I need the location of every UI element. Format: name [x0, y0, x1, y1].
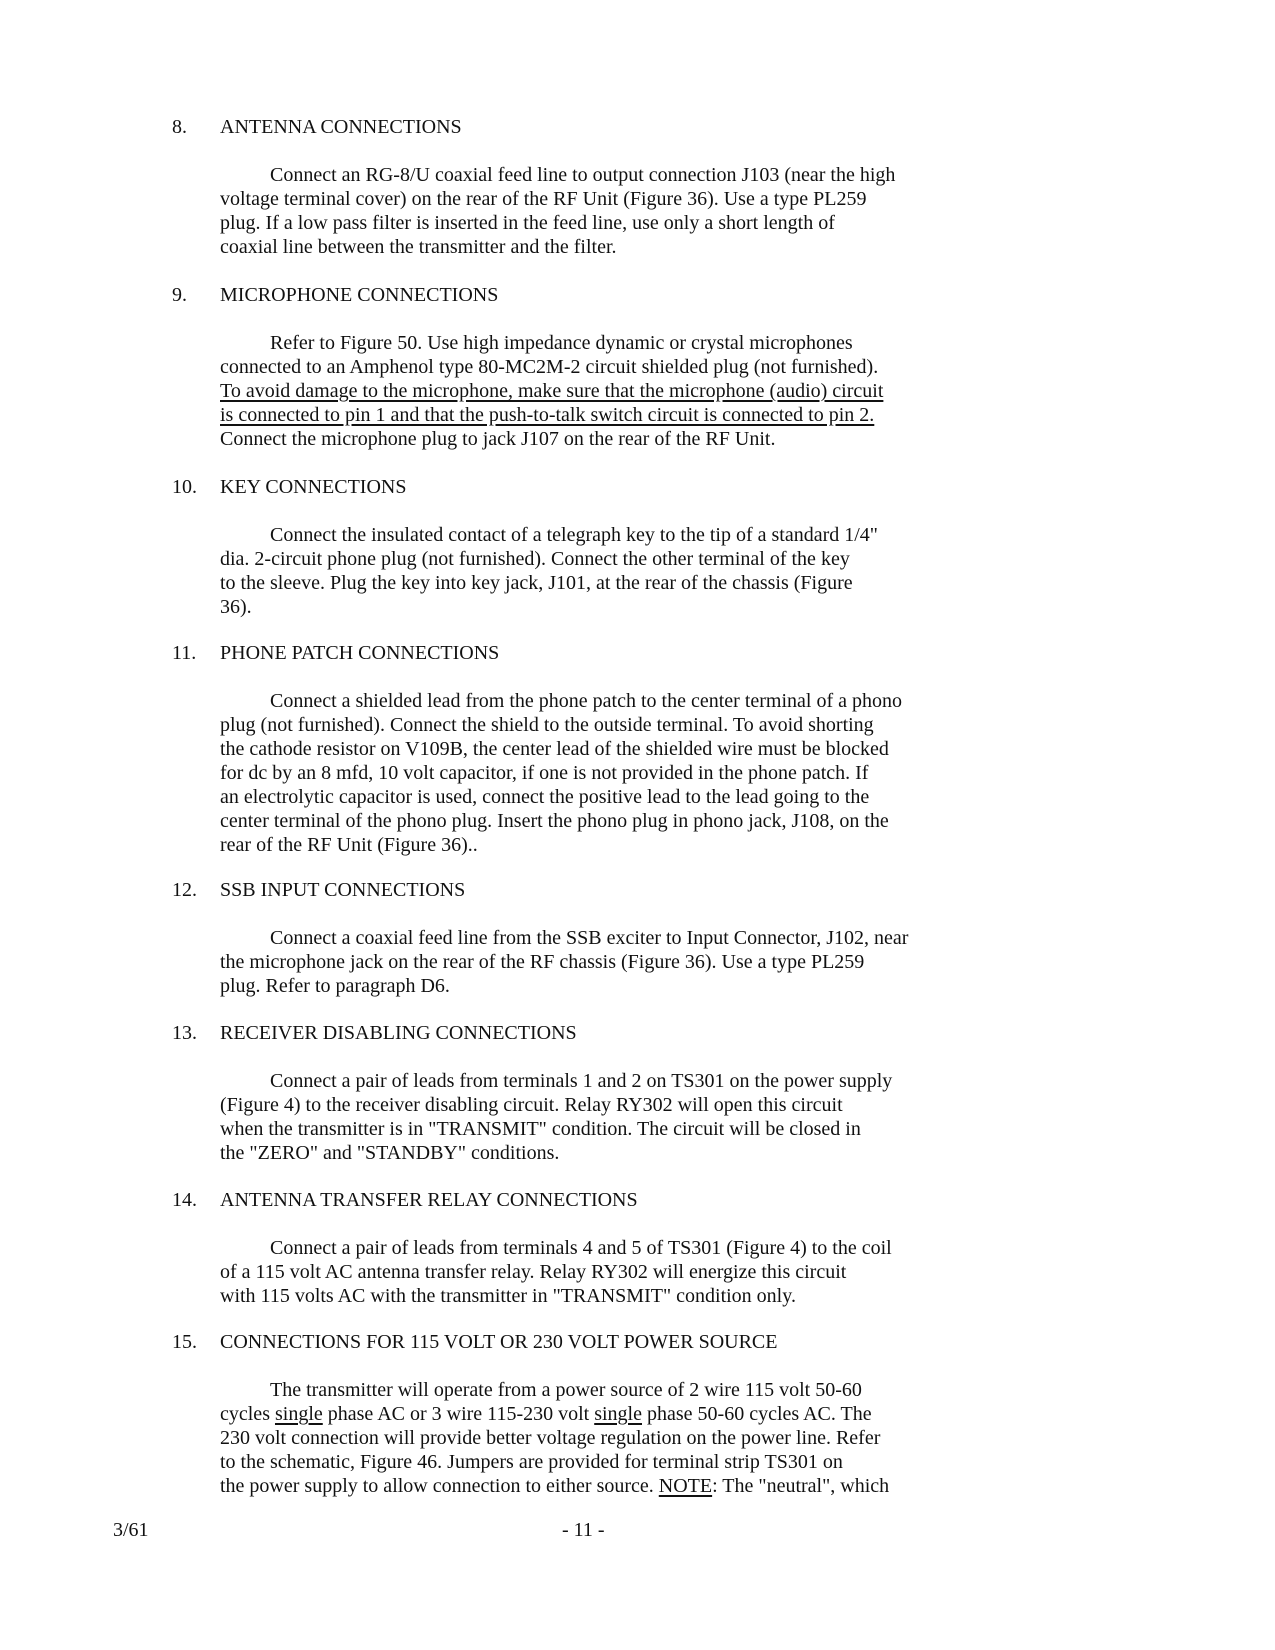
text-line: plug. If a low pass filter is inserted in the feed line, use only a short length of	[220, 212, 835, 234]
text-line: voltage terminal cover) on the rear of the RF Unit (Figure 36). Use a type PL259	[220, 188, 867, 210]
paragraph	[220, 689, 902, 857]
text-segment: phase 50-60 cycles AC. The	[642, 1403, 872, 1425]
text-line: the microphone jack on the rear of the RF chassis (Figure 36). Use a type PL259	[220, 951, 865, 973]
section-title: MICROPHONE CONNECTIONS	[220, 284, 499, 306]
text-line: when the transmitter is in "TRANSMIT" condition. The circuit will be closed in	[220, 1118, 861, 1140]
text-line: Refer to Figure 50. Use high impedance dynamic or crystal microphones	[270, 332, 853, 354]
section-title: ANTENNA TRANSFER RELAY CONNECTIONS	[220, 1189, 638, 1211]
text-line	[220, 403, 883, 427]
underlined-text: single	[594, 1403, 642, 1425]
section-title: PHONE PATCH CONNECTIONS	[220, 642, 500, 664]
text-line: Connect an RG-8/U coaxial feed line to output connection J103 (near the high	[270, 164, 896, 186]
footer-date: 3/61	[113, 1519, 149, 1541]
paragraph	[220, 331, 883, 451]
section-number: 9.	[172, 284, 187, 306]
underlined-text: single	[274, 1403, 323, 1425]
text-line: the "ZERO" and "STANDBY" conditions.	[220, 1142, 560, 1164]
page-number: - 11 -	[562, 1519, 605, 1541]
underlined-text: is connected to pin 1 and that the push-to-talk switch circuit is connected to pin 2.	[220, 404, 875, 426]
text-line: Connect a pair of leads from terminals 1 and 2 on TS301 on the power supply	[270, 1070, 893, 1092]
text-line: plug. Refer to paragraph D6.	[220, 975, 450, 997]
text-line: to the schematic, Figure 46. Jumpers are provided for terminal strip TS301 on	[220, 1451, 843, 1473]
text-line: the cathode resistor on V109B, the center lead of the shielded wire must be blocked	[220, 738, 889, 760]
text-line: to the sleeve. Plug the key into key jack, J101, at the rear of the chassis (Figure	[220, 572, 853, 594]
paragraph	[220, 523, 878, 619]
text-line: (Figure 4) to the receiver disabling circuit. Relay RY302 will open this circuit	[220, 1094, 843, 1116]
text-line: of a 115 volt AC antenna transfer relay. Relay RY302 will energize this circuit	[220, 1261, 847, 1283]
section-number: 10.	[172, 476, 197, 498]
section-title: KEY CONNECTIONS	[220, 476, 407, 498]
section-title: ANTENNA CONNECTIONS	[220, 116, 462, 138]
section-number: 11.	[172, 642, 197, 664]
paragraph	[220, 1378, 889, 1498]
text-line	[220, 379, 883, 403]
underlined-text: To avoid damage to the microphone, make sure that the microphone (audio) circuit	[220, 380, 884, 402]
section-number: 13.	[172, 1022, 197, 1044]
text-line: 230 volt connection will provide better voltage regulation on the power line. Refer	[220, 1427, 881, 1449]
paragraph	[220, 1069, 892, 1165]
section-number: 12.	[172, 879, 197, 901]
text-line: rear of the RF Unit (Figure 36)..	[220, 834, 478, 856]
text-line: Connect a shielded lead from the phone patch to the center terminal of a phono	[270, 690, 903, 712]
text-line: with 115 volts AC with the transmitter in "TRANSMIT" condition only.	[220, 1285, 796, 1307]
section-number: 14.	[172, 1189, 197, 1211]
text-segment: phase AC or 3 wire 115-230 volt	[322, 1403, 595, 1425]
section-number: 8.	[172, 116, 187, 138]
section-title: RECEIVER DISABLING CONNECTIONS	[220, 1022, 577, 1044]
text-line: Connect the insulated contact of a telegraph key to the tip of a standard 1/4"	[270, 524, 878, 546]
section-title: SSB INPUT CONNECTIONS	[220, 879, 466, 901]
text-line: dia. 2-circuit phone plug (not furnished). Connect the other terminal of the key	[220, 548, 850, 570]
text-line: Connect a pair of leads from terminals 4 and 5 of TS301 (Figure 4) to the coil	[270, 1237, 892, 1259]
text-line: for dc by an 8 mfd, 10 volt capacitor, if one is not provided in the phone patch. If	[220, 762, 869, 784]
text-line: Connect the microphone plug to jack J107 on the rear of the RF Unit.	[220, 428, 776, 450]
text-line: 36).	[220, 596, 252, 618]
text-line: Connect a coaxial feed line from the SSB exciter to Input Connector, J102, near	[270, 927, 909, 949]
text-line	[220, 1402, 889, 1426]
text-line: The transmitter will operate from a power source of 2 wire 115 volt 50-60	[270, 1379, 862, 1401]
underlined-text: NOTE	[658, 1475, 713, 1497]
text-line: an electrolytic capacitor is used, connect the positive lead to the lead going to the	[220, 786, 870, 808]
text-line: plug (not furnished). Connect the shield to the outside terminal. To avoid shorting	[220, 714, 874, 736]
text-segment: : The "neutral", which	[712, 1475, 890, 1497]
paragraph	[220, 926, 908, 998]
text-line: center terminal of the phono plug. Insert the phono plug in phono jack, J108, on the	[220, 810, 889, 832]
section-title: CONNECTIONS FOR 115 VOLT OR 230 VOLT POWER SOURCE	[220, 1331, 778, 1353]
paragraph	[220, 163, 895, 259]
paragraph	[220, 1236, 892, 1308]
text-line: coaxial line between the transmitter and the filter.	[220, 236, 617, 258]
text-segment: the power supply to allow connection to either source.	[220, 1475, 659, 1497]
section-number: 15.	[172, 1331, 197, 1353]
text-line	[220, 1474, 889, 1498]
text-line: connected to an Amphenol type 80-MC2M-2 circuit shielded plug (not furnished).	[220, 356, 879, 378]
text-segment: cycles	[220, 1403, 275, 1425]
